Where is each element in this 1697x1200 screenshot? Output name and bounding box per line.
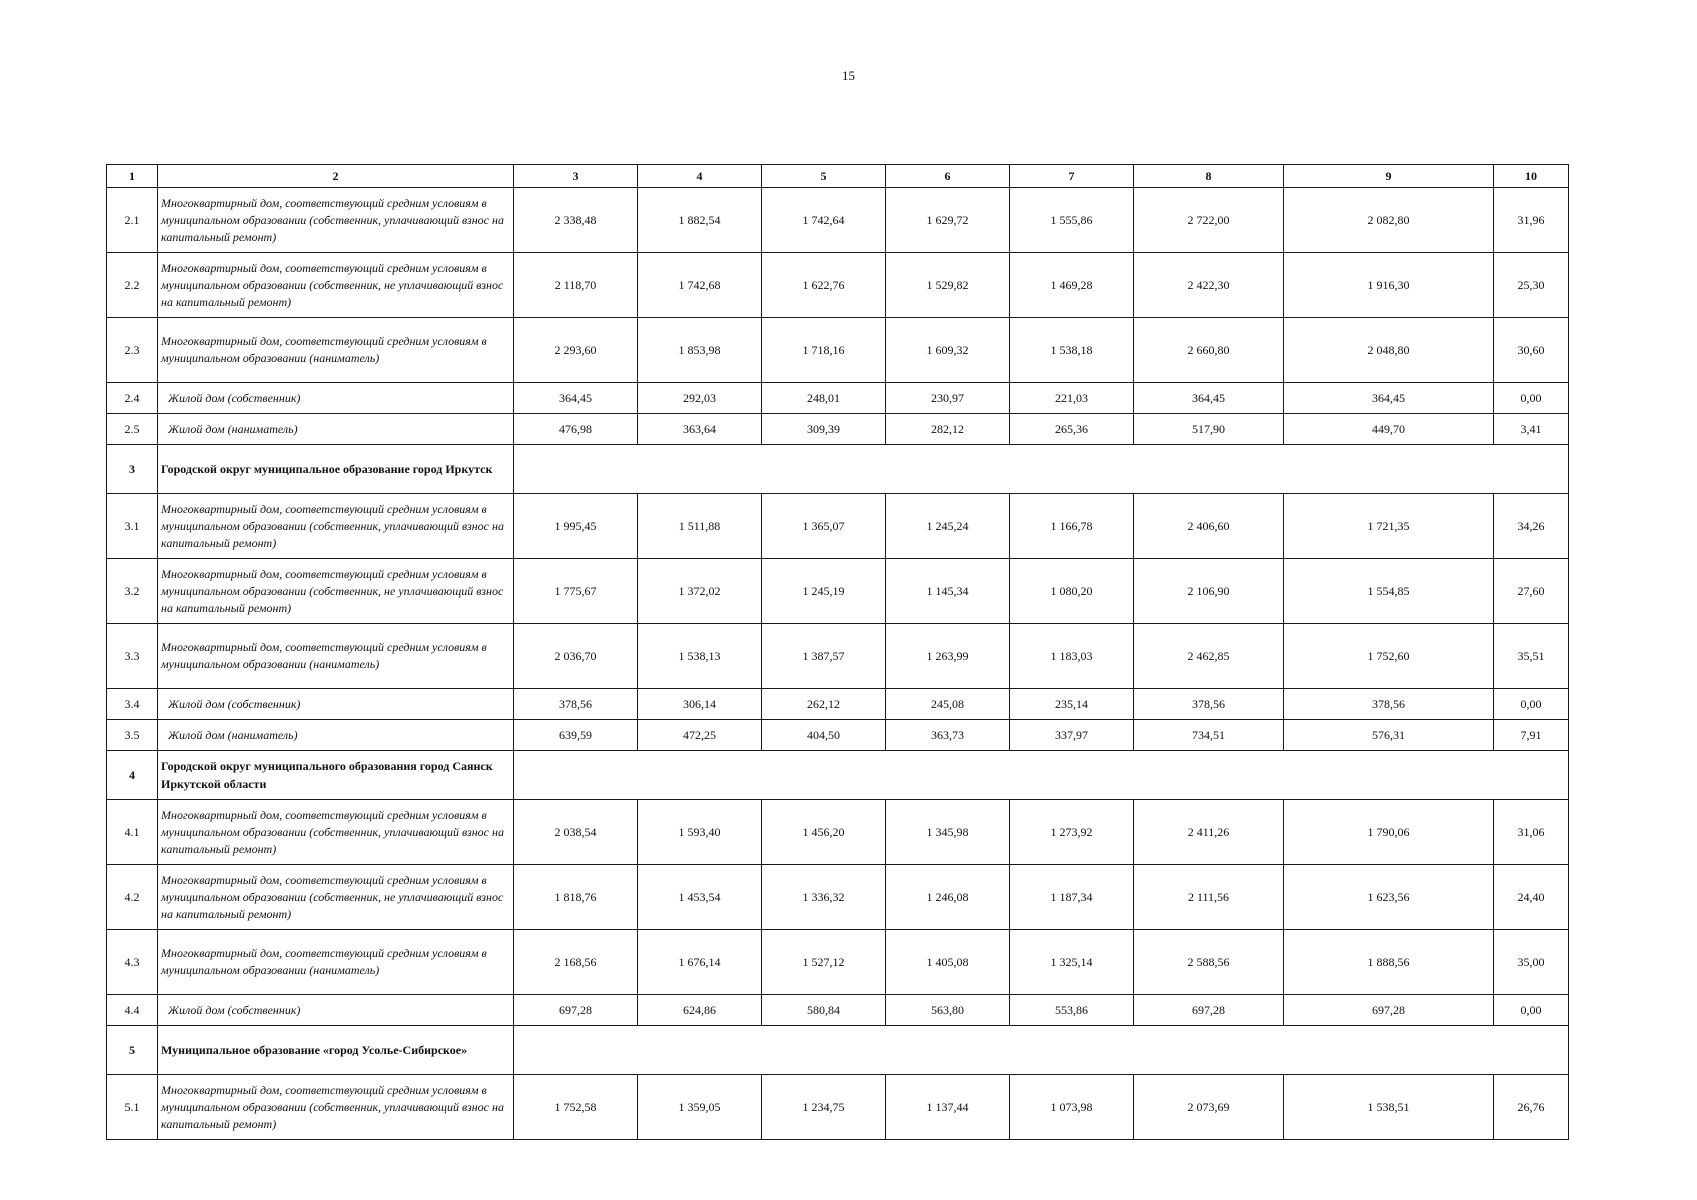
value-cell: 1 246,08 (886, 865, 1010, 930)
table-row (107, 995, 1569, 1026)
row-description: Многоквартирный дом, соответствующий средним условиям в муниципальном образовании (собственник, уплачивающий взнос на капитальный ремонт) (158, 494, 514, 559)
table-row (107, 865, 1569, 930)
value-cell: 1 742,64 (762, 188, 886, 253)
value-cell: 1 245,24 (886, 494, 1010, 559)
value-cell: 1 245,19 (762, 559, 886, 624)
row-description: Жилой дом (собственник) (158, 995, 514, 1026)
table-row (107, 1075, 1569, 1140)
value-cell: 1 469,28 (1010, 253, 1134, 318)
section-title: Городской округ муниципальное образование город Иркутск (158, 445, 514, 494)
value-cell: 363,73 (886, 720, 1010, 751)
row-description: Многоквартирный дом, соответствующий средним условиям в муниципальном образовании (наниматель) (158, 930, 514, 995)
value-cell: 1 073,98 (1010, 1075, 1134, 1140)
column-header: 4 (638, 165, 762, 188)
value-cell: 1 623,56 (1284, 865, 1494, 930)
value-cell: 26,76 (1494, 1075, 1569, 1140)
column-header: 5 (762, 165, 886, 188)
value-cell: 1 365,07 (762, 494, 886, 559)
value-cell: 221,03 (1010, 383, 1134, 414)
row-number: 3.3 (107, 624, 158, 689)
row-number: 3.5 (107, 720, 158, 751)
value-cell: 1 325,14 (1010, 930, 1134, 995)
section-number: 3 (107, 445, 158, 494)
value-cell: 1 529,82 (886, 253, 1010, 318)
row-number: 4.1 (107, 800, 158, 865)
value-cell: 245,08 (886, 689, 1010, 720)
value-cell: 2 118,70 (514, 253, 638, 318)
value-cell: 1 818,76 (514, 865, 638, 930)
value-cell: 580,84 (762, 995, 886, 1026)
value-cell: 2 111,56 (1134, 865, 1284, 930)
value-cell: 1 080,20 (1010, 559, 1134, 624)
value-cell: 262,12 (762, 689, 886, 720)
value-cell: 1 511,88 (638, 494, 762, 559)
page-number: 15 (842, 68, 855, 83)
value-cell: 1 916,30 (1284, 253, 1494, 318)
value-cell: 1 609,32 (886, 318, 1010, 383)
value-cell: 1 166,78 (1010, 494, 1134, 559)
row-number: 3.2 (107, 559, 158, 624)
value-cell: 1 387,57 (762, 624, 886, 689)
value-cell: 2 106,90 (1134, 559, 1284, 624)
row-description: Жилой дом (собственник) (158, 383, 514, 414)
value-cell: 1 234,75 (762, 1075, 886, 1140)
value-cell: 2 660,80 (1134, 318, 1284, 383)
row-description: Многоквартирный дом, соответствующий средним условиям в муниципальном образовании (наниматель) (158, 624, 514, 689)
section-number: 5 (107, 1026, 158, 1075)
value-cell: 1 752,60 (1284, 624, 1494, 689)
value-cell: 292,03 (638, 383, 762, 414)
value-cell: 35,51 (1494, 624, 1569, 689)
row-description: Многоквартирный дом, соответствующий средним условиям в муниципальном образовании (собственник, не уплачивающий взнос на капитальный ремонт) (158, 253, 514, 318)
value-cell: 576,31 (1284, 720, 1494, 751)
value-cell: 563,80 (886, 995, 1010, 1026)
value-cell: 1 183,03 (1010, 624, 1134, 689)
value-cell: 282,12 (886, 414, 1010, 445)
column-header: 9 (1284, 165, 1494, 188)
value-cell: 24,40 (1494, 865, 1569, 930)
value-cell: 404,50 (762, 720, 886, 751)
value-cell: 476,98 (514, 414, 638, 445)
value-cell: 2 168,56 (514, 930, 638, 995)
section-row (107, 445, 1569, 494)
value-cell: 235,14 (1010, 689, 1134, 720)
table-row (107, 689, 1569, 720)
value-cell: 265,36 (1010, 414, 1134, 445)
row-number: 4.3 (107, 930, 158, 995)
value-cell: 1 345,98 (886, 800, 1010, 865)
value-cell: 2 293,60 (514, 318, 638, 383)
value-cell: 2 073,69 (1134, 1075, 1284, 1140)
value-cell: 1 405,08 (886, 930, 1010, 995)
row-description: Жилой дом (наниматель) (158, 414, 514, 445)
table-row (107, 253, 1569, 318)
row-number: 2.4 (107, 383, 158, 414)
value-cell: 1 629,72 (886, 188, 1010, 253)
table-row (107, 624, 1569, 689)
row-number: 2.3 (107, 318, 158, 383)
value-cell: 1 742,68 (638, 253, 762, 318)
row-description: Многоквартирный дом, соответствующий средним условиям в муниципальном образовании (собственник, не уплачивающий взнос на капитальный ремонт) (158, 559, 514, 624)
table-row (107, 414, 1569, 445)
value-cell: 7,91 (1494, 720, 1569, 751)
value-cell: 734,51 (1134, 720, 1284, 751)
value-cell: 378,56 (514, 689, 638, 720)
value-cell: 2 422,30 (1134, 253, 1284, 318)
table-row (107, 800, 1569, 865)
section-empty-cell (514, 751, 1569, 800)
value-cell: 0,00 (1494, 383, 1569, 414)
row-number: 4.2 (107, 865, 158, 930)
value-cell: 1 453,54 (638, 865, 762, 930)
table-row (107, 930, 1569, 995)
tariff-table (106, 164, 1569, 1140)
table-row (107, 559, 1569, 624)
column-header: 10 (1494, 165, 1569, 188)
value-cell: 248,01 (762, 383, 886, 414)
value-cell: 31,96 (1494, 188, 1569, 253)
value-cell: 553,86 (1010, 995, 1134, 1026)
value-cell: 1 527,12 (762, 930, 886, 995)
section-title: Городской округ муниципального образования город Саянск Иркутской области (158, 751, 514, 800)
value-cell: 1 359,05 (638, 1075, 762, 1140)
value-cell: 1 752,58 (514, 1075, 638, 1140)
value-cell: 1 336,32 (762, 865, 886, 930)
value-cell: 1 775,67 (514, 559, 638, 624)
value-cell: 1 372,02 (638, 559, 762, 624)
row-number: 3.4 (107, 689, 158, 720)
value-cell: 3,41 (1494, 414, 1569, 445)
value-cell: 449,70 (1284, 414, 1494, 445)
value-cell: 306,14 (638, 689, 762, 720)
value-cell: 34,26 (1494, 494, 1569, 559)
value-cell: 1 538,13 (638, 624, 762, 689)
section-row (107, 751, 1569, 800)
value-cell: 0,00 (1494, 689, 1569, 720)
value-cell: 2 338,48 (514, 188, 638, 253)
value-cell: 2 411,26 (1134, 800, 1284, 865)
column-header: 2 (158, 165, 514, 188)
value-cell: 1 273,92 (1010, 800, 1134, 865)
value-cell: 517,90 (1134, 414, 1284, 445)
value-cell: 697,28 (1284, 995, 1494, 1026)
value-cell: 2 038,54 (514, 800, 638, 865)
value-cell: 1 721,35 (1284, 494, 1494, 559)
row-number: 2.2 (107, 253, 158, 318)
value-cell: 364,45 (1134, 383, 1284, 414)
row-description: Многоквартирный дом, соответствующий средним условиям в муниципальном образовании (собственник, уплачивающий взнос на капитальный ремонт) (158, 1075, 514, 1140)
section-number: 4 (107, 751, 158, 800)
column-header: 6 (886, 165, 1010, 188)
value-cell: 2 588,56 (1134, 930, 1284, 995)
column-header: 7 (1010, 165, 1134, 188)
table-row (107, 494, 1569, 559)
value-cell: 1 263,99 (886, 624, 1010, 689)
table-row (107, 720, 1569, 751)
value-cell: 378,56 (1134, 689, 1284, 720)
row-description: Многоквартирный дом, соответствующий средним условиям в муниципальном образовании (собственник, уплачивающий взнос на капитальный ремонт) (158, 800, 514, 865)
row-number: 2.5 (107, 414, 158, 445)
value-cell: 378,56 (1284, 689, 1494, 720)
value-cell: 2 048,80 (1284, 318, 1494, 383)
row-description: Многоквартирный дом, соответствующий средним условиям в муниципальном образовании (собственник, уплачивающий взнос на капитальный ремонт) (158, 188, 514, 253)
section-title: Муниципальное образование «город Усолье-Сибирское» (158, 1026, 514, 1075)
value-cell: 0,00 (1494, 995, 1569, 1026)
value-cell: 1 853,98 (638, 318, 762, 383)
value-cell: 363,64 (638, 414, 762, 445)
value-cell: 25,30 (1494, 253, 1569, 318)
value-cell: 1 538,18 (1010, 318, 1134, 383)
value-cell: 1 137,44 (886, 1075, 1010, 1140)
row-description: Жилой дом (собственник) (158, 689, 514, 720)
value-cell: 1 718,16 (762, 318, 886, 383)
value-cell: 1 593,40 (638, 800, 762, 865)
value-cell: 364,45 (514, 383, 638, 414)
row-number: 3.1 (107, 494, 158, 559)
value-cell: 1 538,51 (1284, 1075, 1494, 1140)
value-cell: 230,97 (886, 383, 1010, 414)
value-cell: 2 036,70 (514, 624, 638, 689)
row-description: Многоквартирный дом, соответствующий средним условиям в муниципальном образовании (собственник, не уплачивающий взнос на капитальный ремонт) (158, 865, 514, 930)
value-cell: 1 888,56 (1284, 930, 1494, 995)
value-cell: 30,60 (1494, 318, 1569, 383)
table-body (107, 188, 1569, 1140)
value-cell: 337,97 (1010, 720, 1134, 751)
value-cell: 364,45 (1284, 383, 1494, 414)
value-cell: 1 145,34 (886, 559, 1010, 624)
value-cell: 639,59 (514, 720, 638, 751)
value-cell: 697,28 (514, 995, 638, 1026)
table-row (107, 188, 1569, 253)
table-row (107, 383, 1569, 414)
row-number: 5.1 (107, 1075, 158, 1140)
value-cell: 35,00 (1494, 930, 1569, 995)
value-cell: 697,28 (1134, 995, 1284, 1026)
value-cell: 472,25 (638, 720, 762, 751)
row-description: Многоквартирный дом, соответствующий средним условиям в муниципальном образовании (наниматель) (158, 318, 514, 383)
value-cell: 624,86 (638, 995, 762, 1026)
section-empty-cell (514, 1026, 1569, 1075)
value-cell: 2 462,85 (1134, 624, 1284, 689)
header-row (107, 165, 1569, 188)
value-cell: 1 554,85 (1284, 559, 1494, 624)
value-cell: 27,60 (1494, 559, 1569, 624)
value-cell: 31,06 (1494, 800, 1569, 865)
row-description: Жилой дом (наниматель) (158, 720, 514, 751)
section-row (107, 1026, 1569, 1075)
value-cell: 2 082,80 (1284, 188, 1494, 253)
column-header: 1 (107, 165, 158, 188)
row-number: 4.4 (107, 995, 158, 1026)
value-cell: 1 622,76 (762, 253, 886, 318)
row-number: 2.1 (107, 188, 158, 253)
value-cell: 1 882,54 (638, 188, 762, 253)
section-empty-cell (514, 445, 1569, 494)
value-cell: 2 722,00 (1134, 188, 1284, 253)
value-cell: 1 995,45 (514, 494, 638, 559)
value-cell: 1 790,06 (1284, 800, 1494, 865)
value-cell: 309,39 (762, 414, 886, 445)
column-header: 3 (514, 165, 638, 188)
table-row (107, 318, 1569, 383)
value-cell: 1 456,20 (762, 800, 886, 865)
value-cell: 1 555,86 (1010, 188, 1134, 253)
value-cell: 2 406,60 (1134, 494, 1284, 559)
value-cell: 1 187,34 (1010, 865, 1134, 930)
value-cell: 1 676,14 (638, 930, 762, 995)
column-header: 8 (1134, 165, 1284, 188)
